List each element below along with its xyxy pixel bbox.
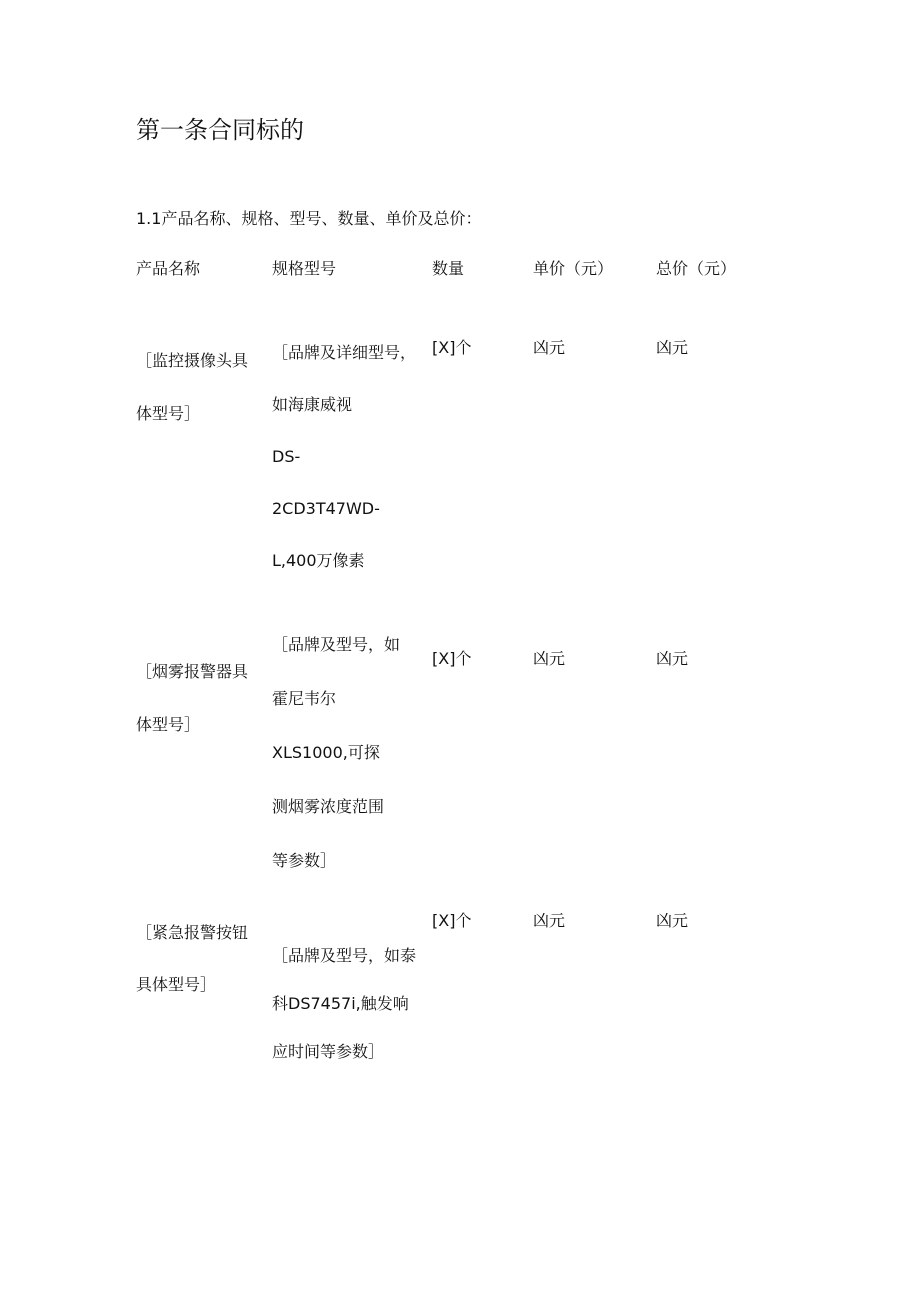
spec-line: DS-: [272, 447, 301, 466]
column-header-qty: 数量: [432, 259, 465, 278]
unit-price-cell: 凶元: [533, 649, 566, 668]
column-header-spec: 规格型号: [272, 259, 337, 278]
product-name-line: ［监控摄像头具: [136, 351, 249, 370]
spec-cell: [272, 618, 400, 888]
spec-line: 等参数］: [272, 851, 337, 870]
product-name-line: ［紧急报警按钮: [136, 923, 249, 942]
column-header-unit-price: 单价（元）: [533, 259, 614, 278]
unit-price-cell: 凶元: [533, 338, 566, 357]
total-price-cell: 凶元: [656, 649, 689, 668]
spec-line: 2CD3T47WD-: [272, 499, 380, 518]
spec-line: ［品牌及型号，如: [272, 635, 401, 654]
spec-line: 如海康威视: [272, 395, 353, 414]
quantity-cell: [X]个: [432, 649, 472, 668]
product-name-cell: [136, 645, 248, 751]
total-price-cell: 凶元: [656, 338, 689, 357]
column-header-total-price: 总价（元）: [656, 259, 737, 278]
spec-line: 测烟雾浓度范围: [272, 797, 385, 816]
clause-subheading: 1.1产品名称、规格、型号、数量、单价及总价：: [136, 209, 482, 228]
section-heading: 第一条合同标的: [136, 116, 304, 144]
spec-line: XLS1000,可探: [272, 743, 380, 762]
quantity-cell: [X]个: [432, 911, 472, 930]
product-name-line: 体型号］: [136, 404, 201, 423]
spec-cell: [272, 327, 416, 587]
spec-line: 应时间等参数］: [272, 1042, 385, 1061]
spec-line: 科DS7457i,触发响: [272, 994, 409, 1013]
spec-cell: [272, 932, 416, 1076]
spec-line: ［品牌及详细型号，: [272, 343, 417, 362]
column-header-name: 产品名称: [136, 259, 201, 278]
spec-line: L,400万像素: [272, 551, 365, 570]
product-name-line: ［烟雾报警器具: [136, 662, 249, 681]
total-price-cell: 凶元: [656, 911, 689, 930]
spec-line: 霍尼韦尔: [272, 689, 337, 708]
product-name-line: 具体型号］: [136, 975, 217, 994]
product-name-cell: [136, 334, 248, 440]
product-name-line: 体型号］: [136, 715, 201, 734]
quantity-cell: [X]个: [432, 338, 472, 357]
spec-line: ［品牌及型号，如泰: [272, 946, 417, 965]
unit-price-cell: 凶元: [533, 911, 566, 930]
product-name-cell: [136, 907, 248, 1011]
